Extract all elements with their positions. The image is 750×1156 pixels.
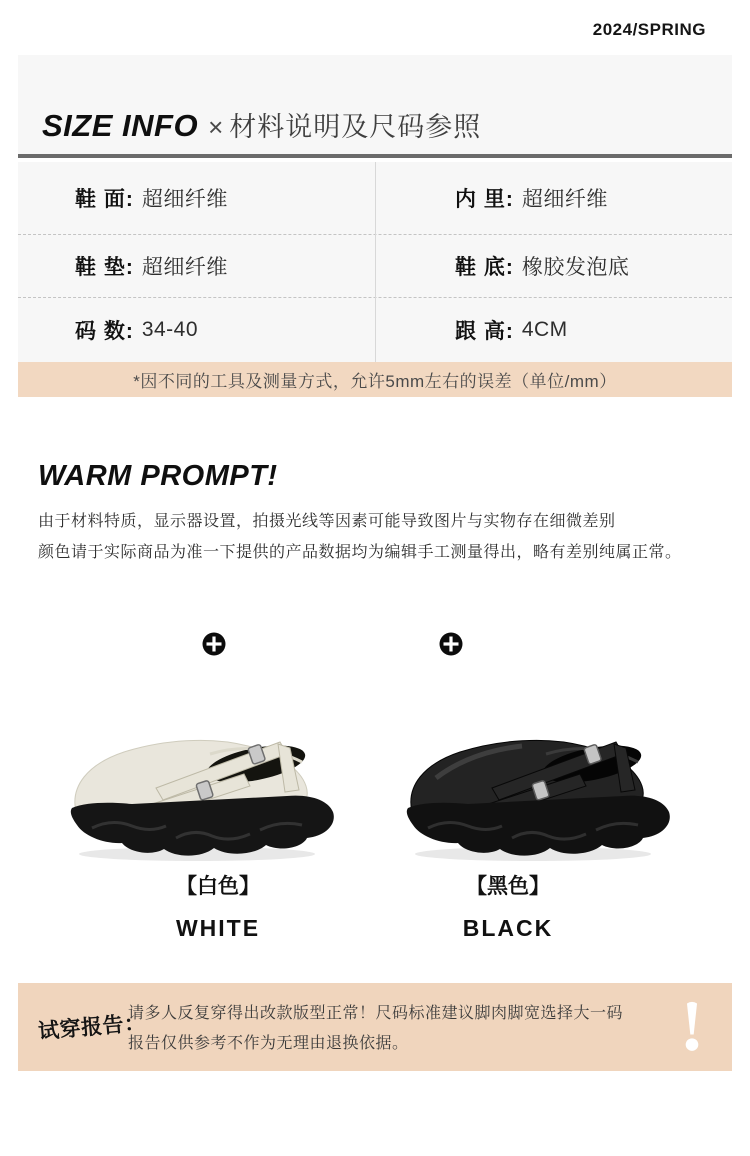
black-shoe-photo (388, 690, 688, 865)
warm-prompt-text (38, 506, 682, 568)
fit-report-label: 试穿报告： (37, 1011, 147, 1044)
size-info-title-cn: 材料说明及尺码参照 (229, 112, 482, 142)
white-shoe-image (52, 690, 352, 865)
white-shoe-photo (52, 690, 352, 865)
size-info-title-en: SIZE INFO (42, 108, 199, 143)
tolerance-note-bar (18, 362, 732, 397)
spec-label: 跟 高: (455, 319, 514, 343)
colorway-name-cn: 【白色】 (176, 875, 260, 898)
tolerance-note-text: *因不同的工具及测量方式，允许5mm左右的误差（单位/mm） (133, 372, 617, 391)
warm-prompt-title: WARM PROMPT! (38, 460, 278, 492)
fit-report-line: 报告仅供参考不作为无理由退换依据。 (128, 1035, 409, 1052)
plus-circle-icon (439, 632, 463, 656)
spec-value: 超细纤维 (521, 188, 608, 211)
colorway-black (408, 870, 608, 942)
fit-report-line: 请多人反复穿得出改款版型正常！尺码标准建议脚肉脚宽选择大一码 (128, 1005, 624, 1022)
spec-value: 超细纤维 (141, 256, 228, 279)
spec-label: 鞋 面: (75, 188, 134, 211)
spec-label: 鞋 底: (455, 256, 514, 279)
spec-value: 超细纤维 (141, 188, 228, 211)
spec-value: 4CM (521, 317, 568, 341)
colorway-name-en: BLACK (462, 915, 554, 941)
column-divider (375, 162, 376, 362)
spec-cell-insole (18, 235, 375, 297)
black-shoe-image (388, 690, 688, 865)
fit-report-bar (18, 983, 732, 1071)
spec-cell-lining (375, 162, 732, 234)
spec-value: 34-40 (141, 317, 199, 341)
size-info-title-panel (18, 55, 732, 158)
spec-label: 鞋 垫: (75, 256, 134, 279)
colorway-white (118, 870, 318, 942)
times-separator: × (208, 112, 224, 142)
warm-prompt-line: 由于材料特质，显示器设置，拍摄光线等因素可能导致图片与实物存在细微差别 (38, 513, 616, 530)
plus-circle-icon (202, 632, 226, 656)
spec-cell-outsole (375, 235, 732, 297)
spec-label: 码 数: (75, 319, 134, 343)
spec-cell-sizes (18, 298, 375, 361)
spec-label: 内 里: (455, 188, 514, 211)
spec-value: 橡胶发泡底 (521, 256, 630, 279)
colorway-name-cn: 【黑色】 (466, 875, 550, 898)
material-spec-table (18, 162, 732, 362)
fit-report-text (128, 999, 623, 1059)
colorway-name-en: WHITE (175, 915, 261, 941)
season-label: 2024/SPRING (592, 20, 706, 39)
spec-cell-heel-height (375, 298, 732, 361)
exclamation-mark-icon (682, 1001, 702, 1053)
spec-cell-upper (18, 162, 375, 234)
warm-prompt-line: 颜色请于实际商品为准一下提供的产品数据均为编辑手工测量得出，略有差别纯属正常。 (38, 544, 682, 561)
